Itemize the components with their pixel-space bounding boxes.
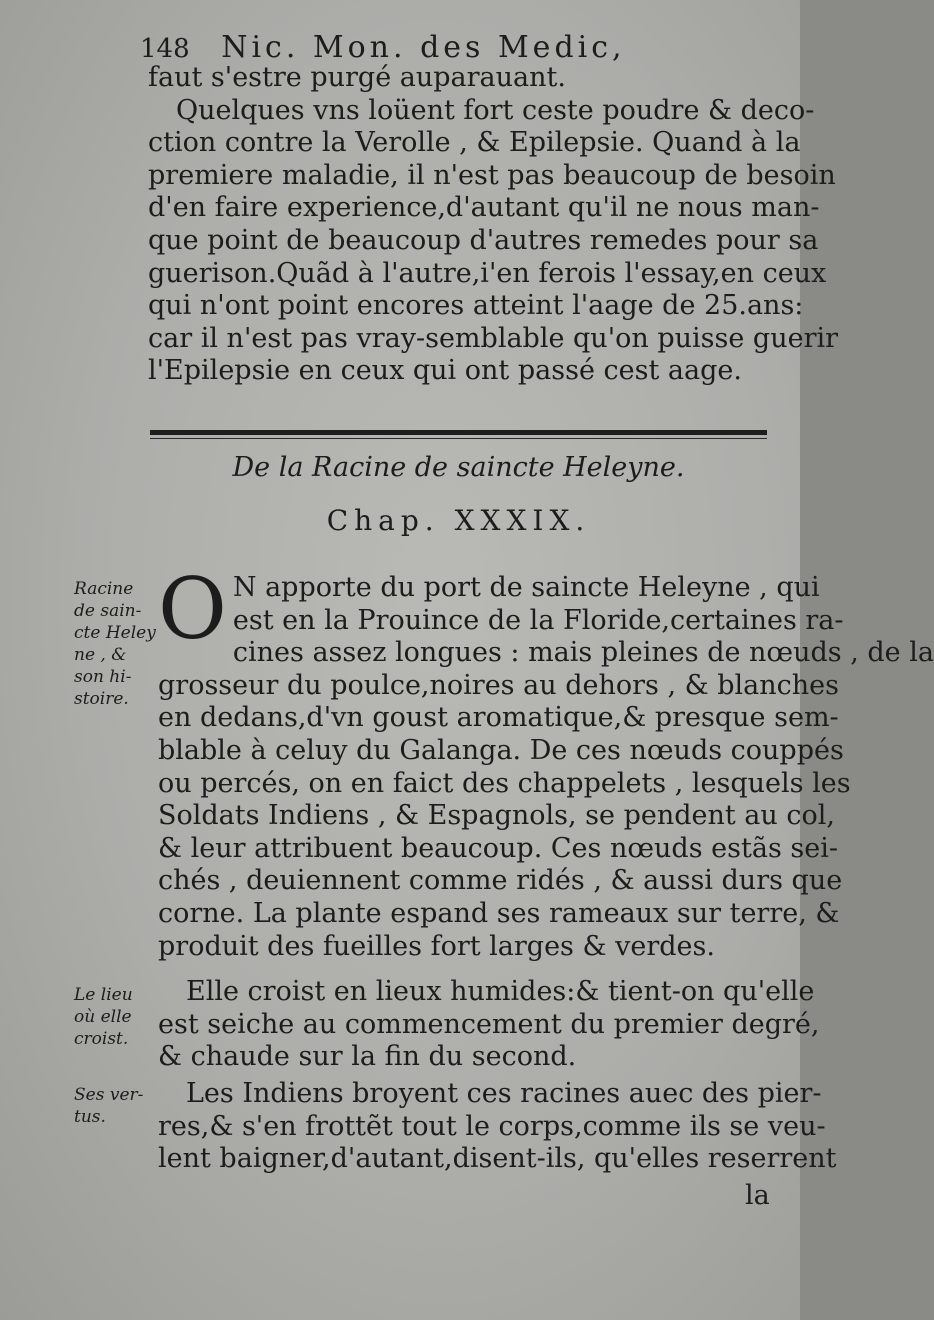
text-line: premiere maladie, il n'est pas beaucoup de besoin bbox=[148, 159, 836, 191]
divider-thin-rule bbox=[150, 438, 767, 439]
text-line: & chaude sur la fin du second. bbox=[158, 1041, 577, 1073]
margin-note-line: cte Heley bbox=[74, 623, 156, 643]
text-line: l'Epilepsie en ceux qui ont passé cest aage. bbox=[148, 355, 742, 387]
text-line: blable à celuy du Galanga. De ces nœuds couppés bbox=[158, 734, 844, 766]
paragraph-saincte-heleyne bbox=[158, 560, 934, 963]
margin-note-lieu bbox=[74, 984, 158, 1050]
text-line: chés , deuiennent comme ridés , & aussi durs que bbox=[158, 865, 843, 897]
text-line: Elle croist en lieux humides:& tient-on qu'elle bbox=[186, 976, 815, 1007]
margin-note-line: de sain- bbox=[74, 601, 142, 621]
text-line: cines assez longues : mais pleines de nœuds , de la bbox=[232, 637, 934, 669]
paragraph-habitat bbox=[158, 976, 820, 1074]
margin-note-line: stoire. bbox=[74, 689, 129, 709]
margin-note-line: Le lieu bbox=[74, 985, 133, 1005]
text-line: d'en faire experience,d'autant qu'il ne nous man- bbox=[148, 192, 820, 224]
chapter-number: Chap. XXXIX. bbox=[326, 504, 591, 537]
margin-note-line: son hi- bbox=[74, 667, 132, 687]
text-line: lent baigner,d'autant,disent-ils, qu'elles reserrent bbox=[158, 1143, 837, 1175]
text-line: car il n'est pas vray-semblable qu'on puisse guerir bbox=[148, 322, 839, 354]
text-line: Quelques vns loüent fort ceste poudre & deco- bbox=[176, 94, 815, 126]
text-line: N apporte du port de saincte Heleyne , qui bbox=[232, 572, 820, 603]
text-line: guerison.Quãd à l'autre,i'en ferois l'essay,en ceux bbox=[148, 257, 827, 289]
text-line: Soldats Indiens , & Espagnols, se pendent au col, bbox=[158, 800, 835, 832]
text-line: ou percés, on en faict des chappelets , lesquels les bbox=[158, 767, 851, 799]
paragraph-vertus bbox=[158, 1078, 837, 1176]
margin-note-racine bbox=[74, 578, 158, 710]
divider-thick-rule bbox=[150, 430, 767, 435]
text-line: grosseur du poulce,noires au dehors , & blanches bbox=[158, 669, 839, 701]
text-line: res,& s'en frottẽt tout le corps,comme ils se veu- bbox=[158, 1110, 826, 1142]
text-line: est seiche au commencement du premier degré, bbox=[158, 1008, 820, 1040]
margin-note-line: Racine bbox=[74, 579, 134, 599]
running-title: Nic. Mon. des Medic, bbox=[221, 30, 626, 65]
text-line: en dedans,d'vn goust aromatique,& presque sem- bbox=[158, 702, 839, 734]
margin-note-line: ne , & bbox=[74, 645, 127, 665]
page-header bbox=[140, 30, 700, 65]
text-line: Les Indiens broyent ces racines auec des pier- bbox=[186, 1078, 822, 1109]
page-number: 148 bbox=[140, 34, 190, 64]
text-line: faut s'estre purgé auparauant. bbox=[148, 62, 566, 93]
text-line: produit des fueilles fort larges & verdes. bbox=[158, 930, 715, 962]
margin-note-line: Ses ver- bbox=[74, 1085, 144, 1105]
margin-note-line: croist. bbox=[74, 1029, 129, 1049]
margin-note-line: tus. bbox=[74, 1107, 106, 1127]
section-divider bbox=[150, 430, 767, 439]
chapter-title: De la Racine de saincte Heleyne. bbox=[232, 452, 685, 483]
margin-note-vertus bbox=[74, 1084, 158, 1128]
drop-cap: O bbox=[158, 560, 227, 658]
text-line: & leur attribuent beaucoup. Ces nœuds estãs sei- bbox=[158, 832, 838, 864]
text-line: est en la Prouince de la Floride,certaines ra- bbox=[232, 604, 844, 636]
text-line: corne. La plante espand ses rameaux sur terre, & bbox=[158, 897, 840, 929]
text-line: ction contre la Verolle , & Epilepsie. Quand à la bbox=[148, 127, 801, 159]
text-line: qui n'ont point encores atteint l'aage de 25.ans: bbox=[148, 290, 804, 322]
margin-note-line: où elle bbox=[74, 1007, 132, 1027]
text-line: que point de beaucoup d'autres remedes pour sa bbox=[148, 224, 819, 256]
paragraph-purge bbox=[148, 62, 839, 388]
catchword: la bbox=[745, 1180, 770, 1211]
